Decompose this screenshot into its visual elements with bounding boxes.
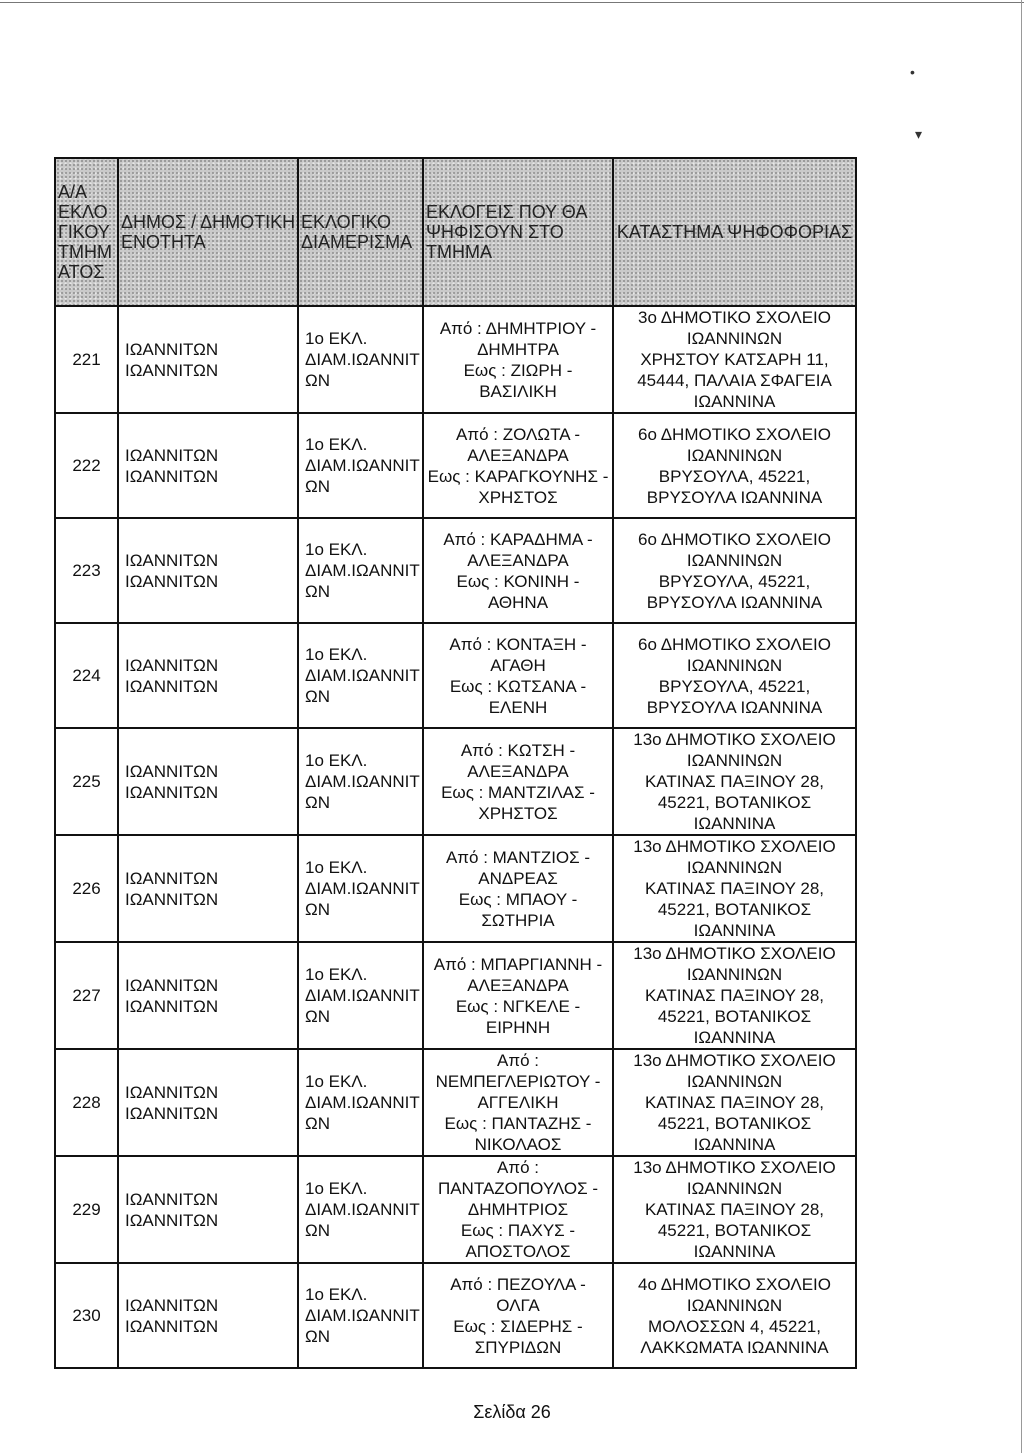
table-row [55, 1156, 856, 1263]
text-line: Εως : ΚΟΝΙΝΗ - [456, 571, 580, 591]
text-line: 45221, ΒΟΤΑΝΙΚΟΣ [657, 1221, 812, 1240]
text-line: ΑΛΕΞΑΝΔΡΑ [467, 761, 569, 781]
voters-range-cell [423, 728, 613, 835]
text-line: ΙΩΑΝΝΙΤΩΝ [125, 360, 219, 380]
electoral-division-cell [298, 623, 423, 728]
scan-speck: • [910, 64, 915, 80]
text-line: ΩΝ [305, 900, 330, 919]
text-line: 6ο ΔΗΜΟΤΙΚΟ ΣΧΟΛΕΙΟ [638, 529, 831, 549]
text-line: ΙΩΑΝΝΙΤΩΝ [125, 782, 219, 802]
voters-range-cell [423, 835, 613, 942]
scan-top-edge [0, 2, 1024, 3]
section-number-cell: 222 [55, 413, 118, 518]
text-line: Εως : ΣΙΔΕΡΗΣ - [453, 1316, 583, 1336]
text-line: ΙΩΑΝΝΙΝΩΝ [686, 445, 783, 465]
text-line: ΝΙΚΟΛΑΟΣ [474, 1135, 562, 1154]
text-line: ΒΡΥΣΟΥΛΑ, 45221, [658, 571, 811, 591]
text-line: ΙΩΑΝΝΙΤΩΝ [125, 996, 219, 1016]
text-line: Από : ΖΟΛΩΤΑ - [456, 424, 580, 444]
municipality-cell [118, 413, 298, 518]
header-polling-station [613, 158, 856, 306]
text-line: ΑΛΕΞΑΝΔΡΑ [467, 550, 569, 570]
section-number-cell: 224 [55, 623, 118, 728]
text-line: 13ο ΔΗΜΟΤΙΚΟ ΣΧΟΛΕΙΟ [633, 730, 836, 749]
header-voters-range [423, 158, 613, 306]
municipality-cell [118, 518, 298, 623]
text-line: ΕΙΡΗΝΗ [485, 1017, 551, 1037]
text-line: ΕΛΕΝΗ [488, 697, 548, 717]
text-line: ΕΝΟΤΗΤΑ [121, 232, 206, 252]
text-line: ΑΛΕΞΑΝΔΡΑ [467, 975, 569, 995]
page-number: Σελίδα 26 [473, 1402, 551, 1422]
text-line: ΕΚΛΟΓΕΙΣ ΠΟΥ ΘΑ [426, 202, 588, 222]
text-line: ΩΝ [305, 1114, 330, 1133]
text-line: 1ο ΕΚΛ. [305, 435, 368, 454]
text-line: 13ο ΔΗΜΟΤΙΚΟ ΣΧΟΛΕΙΟ [633, 1051, 836, 1070]
text-line: ΙΩΑΝΝΙΤΩΝ [125, 1316, 219, 1336]
polling-station-cell [613, 942, 856, 1049]
municipality-cell [118, 942, 298, 1049]
text-line: ΟΛΓΑ [496, 1295, 540, 1315]
text-line: ΨΗΦΙΣΟΥΝ ΣΤΟ [426, 222, 564, 242]
table-row [55, 1049, 856, 1156]
text-line: ΒΡΥΣΟΥΛΑ, 45221, [658, 466, 811, 486]
section-number-cell: 230 [55, 1263, 118, 1368]
text-line: ΙΩΑΝΝΙΝΑ [693, 921, 776, 940]
text-line: 4ο ΔΗΜΟΤΙΚΟ ΣΧΟΛΕΙΟ [638, 1274, 831, 1294]
polling-station-cell [613, 728, 856, 835]
voters-range-cell [423, 306, 613, 413]
text-line: ΧΡΗΣΤΟΣ [478, 487, 558, 507]
text-line: 1ο ΕΚΛ. [305, 858, 368, 877]
text-line: Εως : ΖΙΩΡΗ - [463, 360, 573, 380]
electoral-division-cell [298, 942, 423, 1049]
voters-range-cell [423, 413, 613, 518]
text-line: ΣΠΥΡΙΔΩΝ [474, 1337, 562, 1357]
text-line: ΔΙΑΜ.ΙΩΑΝΝΙΤ [305, 561, 420, 580]
text-line: ΒΡΥΣΟΥΛΑ ΙΩΑΝΝΙΝΑ [646, 697, 823, 717]
text-line: ΙΩΑΝΝΙΝΑ [693, 392, 776, 411]
text-line: ΙΩΑΝΝΙΝΩΝ [686, 858, 783, 877]
text-line: 1ο ΕΚΛ. [305, 751, 368, 770]
text-line: ΕΚΛΟΓΙΚΟ [301, 212, 392, 232]
text-line: Από : ΜΠΑΡΓΙΑΝΝΗ - [433, 954, 603, 974]
municipality-cell [118, 728, 298, 835]
electoral-division-cell [298, 1156, 423, 1263]
text-line: ΩΝ [305, 1221, 330, 1240]
text-line: 1ο ΕΚΛ. [305, 1179, 368, 1198]
text-line: ΙΩΑΝΝΙΝΩΝ [686, 655, 783, 675]
text-line: ΩΝ [305, 1007, 330, 1026]
text-line: ΙΩΑΝΝΙΝΩΝ [686, 965, 783, 984]
text-line: ΙΩΑΝΝΙΤΩΝ [125, 1295, 219, 1315]
text-line: ΔΙΑΜ.ΙΩΑΝΝΙΤ [305, 1200, 420, 1219]
section-number-cell: 229 [55, 1156, 118, 1263]
polling-stations-table [54, 157, 857, 1369]
electoral-division-cell [298, 835, 423, 942]
text-line: ΙΩΑΝΝΙΝΑ [693, 1028, 776, 1047]
header-section-number [55, 158, 118, 306]
text-line: 1ο ΕΚΛ. [305, 1285, 368, 1304]
text-line: ΧΡΗΣΤΟΣ [478, 803, 558, 823]
text-line: ΙΩΑΝΝΙΤΩΝ [125, 868, 219, 888]
municipality-cell [118, 1049, 298, 1156]
section-number-cell: 228 [55, 1049, 118, 1156]
text-line: 1ο ΕΚΛ. [305, 645, 368, 664]
text-line: ΙΩΑΝΝΙΤΩΝ [125, 445, 219, 465]
electoral-division-cell [298, 306, 423, 413]
section-number-cell: 227 [55, 942, 118, 1049]
text-line: ΔΙΑΜ.ΙΩΑΝΝΙΤ [305, 986, 420, 1005]
text-line: ΔΙΑΜ.ΙΩΑΝΝΙΤ [305, 666, 420, 685]
table-row [55, 728, 856, 835]
text-line: Από : [497, 1051, 539, 1070]
text-line: ΙΩΑΝΝΙΤΩΝ [125, 1210, 219, 1230]
text-line: 1ο ΕΚΛ. [305, 540, 368, 559]
text-line: ΚΑΤΙΝΑΣ ΠΑΞΙΝΟΥ 28, [644, 986, 825, 1005]
text-line: 45221, ΒΟΤΑΝΙΚΟΣ [657, 1114, 812, 1133]
text-line: ΙΩΑΝΝΙΤΩΝ [125, 1082, 219, 1102]
text-line: ΩΝ [305, 1327, 330, 1346]
table-row [55, 518, 856, 623]
text-line: Από : ΔΗΜΗΤΡΙΟΥ - [439, 318, 597, 338]
text-line: 13ο ΔΗΜΟΤΙΚΟ ΣΧΟΛΕΙΟ [633, 1158, 836, 1177]
text-line: ΙΩΑΝΝΙΝΩΝ [686, 1295, 783, 1315]
section-number-cell: 223 [55, 518, 118, 623]
text-line: ΔΙΑΜ.ΙΩΑΝΝΙΤ [305, 1093, 420, 1112]
text-line: Α/Α [58, 182, 88, 202]
text-line: ΔΗΜΗΤΡΑ [477, 339, 559, 359]
text-line: ΔΙΑΜ.ΙΩΑΝΝΙΤ [305, 1306, 420, 1325]
polling-station-cell [613, 518, 856, 623]
text-line: 6ο ΔΗΜΟΤΙΚΟ ΣΧΟΛΕΙΟ [638, 634, 831, 654]
section-number-cell: 221 [55, 306, 118, 413]
table-row [55, 413, 856, 518]
text-line: ΙΩΑΝΝΙΝΩΝ [686, 329, 783, 348]
text-line: 6ο ΔΗΜΟΤΙΚΟ ΣΧΟΛΕΙΟ [638, 424, 831, 444]
table-row [55, 942, 856, 1049]
text-line: ΩΝ [305, 371, 330, 390]
text-line: 1ο ΕΚΛ. [305, 329, 368, 348]
voters-range-cell [423, 623, 613, 728]
scan-right-edge [1021, 0, 1022, 1453]
text-line: ΙΩΑΝΝΙΤΩΝ [125, 1103, 219, 1123]
text-line: ΙΩΑΝΝΙΤΩΝ [125, 889, 219, 909]
text-line: Από : ΚΩΤΣΗ - [460, 740, 576, 760]
text-line: Από : ΜΑΝΤΖΙΟΣ - [445, 847, 591, 867]
polling-station-cell [613, 1156, 856, 1263]
text-line: ΙΩΑΝΝΙΤΩΝ [125, 550, 219, 570]
text-line: ΠΑΝΤΑΖΟΠΟΥΛΟΣ - [437, 1179, 599, 1198]
text-line: Εως : ΠΑΧΥΣ - [460, 1221, 576, 1240]
voters-range-cell [423, 1156, 613, 1263]
electoral-division-cell [298, 1049, 423, 1156]
text-line: Εως : ΠΑΝΤΑΖΗΣ - [444, 1114, 592, 1133]
table-row [55, 835, 856, 942]
polling-station-cell [613, 835, 856, 942]
text-line: ΒΡΥΣΟΥΛΑ, 45221, [658, 676, 811, 696]
text-line: ΙΩΑΝΝΙΝΑ [693, 1135, 776, 1154]
text-line: ΙΩΑΝΝΙΝΩΝ [686, 1179, 783, 1198]
text-line: ΚΑΤΙΝΑΣ ΠΑΞΙΝΟΥ 28, [644, 1093, 825, 1112]
text-line: ΩΝ [305, 477, 330, 496]
text-line: 3ο ΔΗΜΟΤΙΚΟ ΣΧΟΛΕΙΟ [638, 308, 831, 327]
text-line: ΙΩΑΝΝΙΤΩΝ [125, 571, 219, 591]
text-line: ΙΩΑΝΝΙΤΩΝ [125, 1189, 219, 1209]
text-line: ΒΡΥΣΟΥΛΑ ΙΩΑΝΝΙΝΑ [646, 592, 823, 612]
polling-station-cell [613, 623, 856, 728]
municipality-cell [118, 306, 298, 413]
text-line: ΑΠΟΣΤΟΛΟΣ [465, 1242, 571, 1261]
header-municipality [118, 158, 298, 306]
polling-station-cell [613, 1049, 856, 1156]
text-line: ΑΛΕΞΑΝΔΡΑ [467, 445, 569, 465]
text-line: ΕΚΛΟ [58, 202, 108, 222]
table-row [55, 1263, 856, 1368]
text-line: ΔΗΜΗΤΡΙΟΣ [467, 1200, 569, 1219]
electoral-division-cell [298, 728, 423, 835]
text-line: ΧΡΗΣΤΟΥ ΚΑΤΣΑΡΗ 11, [640, 350, 829, 369]
text-line: ΓΙΚΟΥ [58, 222, 110, 242]
text-line: Από : ΠΕΖΟΥΛΑ - [450, 1274, 586, 1294]
text-line: 45221, ΒΟΤΑΝΙΚΟΣ [657, 1007, 812, 1026]
text-line: ΙΩΑΝΝΙΤΩΝ [125, 676, 219, 696]
text-line: 45221, ΒΟΤΑΝΙΚΟΣ [657, 900, 812, 919]
municipality-cell [118, 1263, 298, 1368]
table-header-row [55, 158, 856, 306]
section-number-cell: 225 [55, 728, 118, 835]
text-line: 1ο ΕΚΛ. [305, 965, 368, 984]
text-line: ΙΩΑΝΝΙΝΑ [693, 1242, 776, 1261]
text-line: ΩΝ [305, 582, 330, 601]
polling-station-cell [613, 413, 856, 518]
electoral-division-cell [298, 1263, 423, 1368]
table-row [55, 623, 856, 728]
text-line: ΙΩΑΝΝΙΝΩΝ [686, 1072, 783, 1091]
text-line: ΤΜΗΜ [58, 242, 112, 262]
text-line: Εως : ΜΠΑΟΥ - [458, 889, 578, 909]
text-line: Από : ΚΑΡΑΔΗΜΑ - [443, 529, 593, 549]
text-line: ΩΝ [305, 687, 330, 706]
text-line: ΚΑΤΙΝΑΣ ΠΑΞΙΝΟΥ 28, [644, 772, 825, 791]
header-electoral-division [298, 158, 423, 306]
text-line: ΔΙΑΜ.ΙΩΑΝΝΙΤ [305, 879, 420, 898]
text-line: ΙΩΑΝΝΙΤΩΝ [125, 466, 219, 486]
table-row [55, 306, 856, 413]
text-line: Εως : ΜΑΝΤΖΙΛΑΣ - [441, 782, 595, 802]
text-line: ΑΝΔΡΕΑΣ [478, 868, 558, 888]
text-line: 13ο ΔΗΜΟΤΙΚΟ ΣΧΟΛΕΙΟ [633, 837, 836, 856]
text-line: ΒΑΣΙΛΙΚΗ [479, 381, 557, 401]
text-line: ΜΟΛΟΣΣΩΝ 4, 45221, [648, 1316, 821, 1336]
voters-range-cell [423, 1049, 613, 1156]
text-line: ΤΜΗΜΑ [426, 242, 492, 262]
text-line: ΙΩΑΝΝΙΤΩΝ [125, 339, 219, 359]
text-line: ΑΘΗΝΑ [487, 592, 549, 612]
text-line: Από : [497, 1158, 539, 1177]
text-line: ΣΩΤΗΡΙΑ [481, 910, 555, 930]
section-number-cell: 226 [55, 835, 118, 942]
text-line: Από : ΚΟΝΤΑΞΗ - [449, 634, 587, 654]
text-line: ΑΓΑΘΗ [490, 655, 546, 675]
text-line: ΔΙΑΜ.ΙΩΑΝΝΙΤ [305, 772, 420, 791]
polling-station-cell [613, 306, 856, 413]
electoral-division-cell [298, 413, 423, 518]
text-line: ΛΑΚΚΩΜΑΤΑ ΙΩΑΝΝΙΝΑ [640, 1337, 829, 1357]
text-line: ΑΤΟΣ [58, 262, 105, 282]
municipality-cell [118, 835, 298, 942]
text-line: 13ο ΔΗΜΟΤΙΚΟ ΣΧΟΛΕΙΟ [633, 944, 836, 963]
polling-station-cell [613, 1263, 856, 1368]
text-line: ΒΡΥΣΟΥΛΑ ΙΩΑΝΝΙΝΑ [646, 487, 823, 507]
text-line: ΝΕΜΠΕΓΛΕΡΙΩΤΟΥ - [435, 1072, 601, 1091]
text-line: ΙΩΑΝΝΙΝΩΝ [686, 550, 783, 570]
text-line: ΑΓΓΕΛΙΚΗ [477, 1093, 559, 1112]
text-line: ΚΑΤΙΝΑΣ ΠΑΞΙΝΟΥ 28, [644, 879, 825, 898]
text-line: ΩΝ [305, 793, 330, 812]
text-line: ΙΩΑΝΝΙΝΩΝ [686, 751, 783, 770]
text-line: 45444, ΠΑΛΑΙΑ ΣΦΑΓΕΙΑ [637, 371, 832, 390]
voters-range-cell [423, 942, 613, 1049]
voters-range-cell [423, 1263, 613, 1368]
text-line: ΙΩΑΝΝΙΤΩΝ [125, 761, 219, 781]
text-line: ΙΩΑΝΝΙΝΑ [693, 814, 776, 833]
electoral-division-cell [298, 518, 423, 623]
scan-speck: ▾ [915, 126, 923, 142]
text-line: ΔΗΜΟΣ / ΔΗΜΟΤΙΚΗ [121, 212, 296, 232]
voters-range-cell [423, 518, 613, 623]
text-line: Εως : ΚΩΤΣΑΝΑ - [449, 676, 587, 696]
text-line: 45221, ΒΟΤΑΝΙΚΟΣ [657, 793, 812, 812]
text-line: ΔΙΑΜΕΡΙΣΜΑ [301, 232, 413, 252]
text-line: ΚΑΤΙΝΑΣ ΠΑΞΙΝΟΥ 28, [644, 1200, 825, 1219]
municipality-cell [118, 623, 298, 728]
text-line: Εως : ΚΑΡΑΓΚΟΥΝΗΣ - [427, 466, 609, 486]
text-line: ΔΙΑΜ.ΙΩΑΝΝΙΤ [305, 350, 420, 369]
municipality-cell [118, 1156, 298, 1263]
text-line: ΚΑΤΑΣΤΗΜΑ ΨΗΦΟΦΟΡΙΑΣ [616, 222, 853, 242]
text-line: ΔΙΑΜ.ΙΩΑΝΝΙΤ [305, 456, 420, 475]
text-line: Εως : ΝΓΚΕΛΕ - [455, 996, 581, 1016]
text-line: 1ο ΕΚΛ. [305, 1072, 368, 1091]
text-line: ΙΩΑΝΝΙΤΩΝ [125, 975, 219, 995]
text-line: ΙΩΑΝΝΙΤΩΝ [125, 655, 219, 675]
